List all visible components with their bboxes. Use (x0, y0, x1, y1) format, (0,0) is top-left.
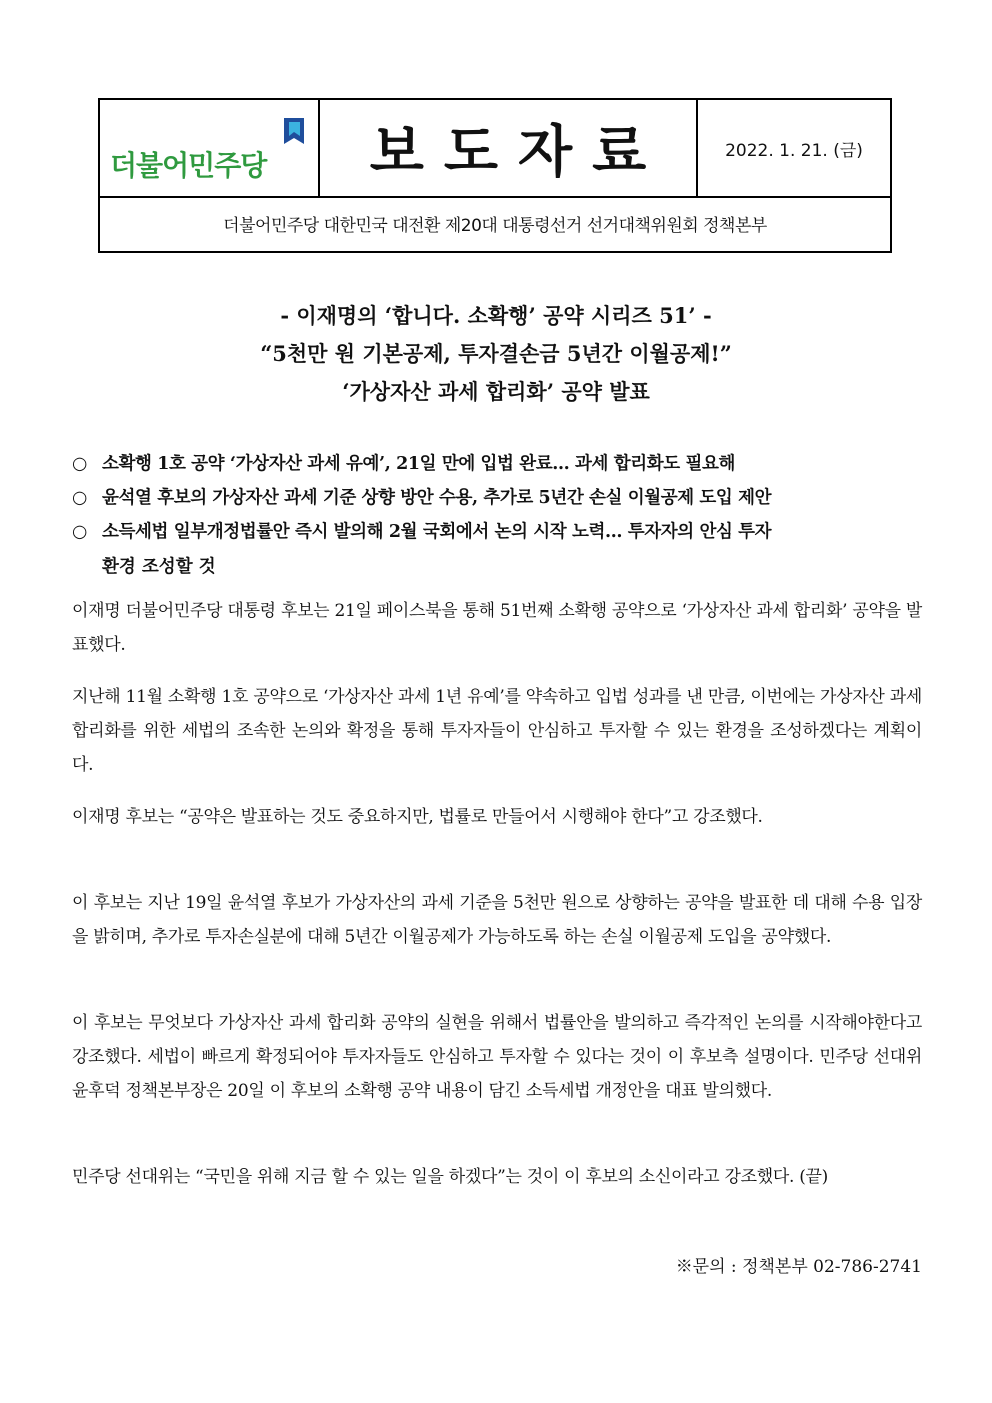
bullet-text: 소확행 1호 공약 ‘가상자산 과세 유예’, 21일 만에 입법 완료… 과세 합리화도 필요해 (102, 454, 735, 474)
party-logo-mark-icon (280, 116, 306, 148)
body-paragraph: 지난해 11월 소확행 1호 공약으로 ‘가상자산 과세 1년 유예’를 약속하고 입법 성과를 낸 만큼, 이번에는 가상자산 과세 합리화를 위한 세법의 조속한 논의와 확정을 통해 투자자들이 안심하고 투자할 수 있는 환경을 조성하겠다는 계획이다. (72, 687, 922, 775)
press-release-header (98, 98, 892, 253)
party-logo (100, 100, 320, 196)
headline-line-2: “5천만 원 기본공제, 투자결손금 5년간 이월공제!” (260, 341, 732, 366)
bullet-circle-icon: ○ (72, 522, 87, 542)
body-paragraph: 이 후보는 무엇보다 가상자산 과세 합리화 공약의 실현을 위해서 법률안을 발의하고 즉각적인 논의를 시작해야한다고 강조했다. 세법이 빠르게 확정되어야 투자자들도 안심하고 투자할 수 있다는 것이 이 후보측 설명이다. 민주당 선대위 윤후덕 정책본부장은 20일 이 후보의 소확행 공약 내용이 담긴 소득세법 개정안을 대표 발의했다. (72, 1013, 922, 1101)
bullet-text: 윤석열 후보의 가상자산 과세 기준 상향 방안 수용, 추가로 5년간 손실 이월공제 도입 제안 (102, 488, 772, 508)
summary-bullet (72, 515, 924, 549)
contact-info: ※문의 : 정책본부 02-786-2741 (675, 1257, 922, 1277)
issuer-line: 더불어민주당 대한민국 대전환 제20대 대통령선거 선거대책위원회 정책본부 (223, 216, 767, 236)
body-paragraph: 민주당 선대위는 “국민을 위해 지금 할 수 있는 일을 하겠다”는 것이 이 후보의 소신이라고 강조했다. (끝) (72, 1167, 828, 1187)
party-logo-text: 더불어민주당 (110, 149, 267, 182)
headline-line-1: - 이재명의 ‘합니다. 소확행’ 공약 시리즈 51’ - (280, 303, 712, 328)
release-date: 2022. 1. 21. (금) (725, 140, 863, 161)
summary-bullet (72, 481, 924, 515)
document-type-title: 보도자료 (369, 120, 667, 185)
bullet-circle-icon: ○ (72, 454, 87, 474)
body-paragraph: 이 후보는 지난 19일 윤석열 후보가 가상자산의 과세 기준을 5천만 원으로 상향하는 공약을 발표한 데 대해 수용 입장을 밝히며, 추가로 투자손실분에 대해 5년간 이월공제가 가능하도록 하는 손실 이월공제 도입을 공약했다. (72, 893, 922, 947)
summary-bullet (72, 447, 924, 481)
bullet-continuation: 환경 조성할 것 (102, 557, 216, 577)
bullet-circle-icon: ○ (72, 488, 87, 508)
headline-line-3: ‘가상자산 과세 합리화’ 공약 발표 (342, 379, 650, 404)
header-top-row (100, 100, 890, 198)
bullet-text: 소득세법 일부개정법률안 즉시 발의해 2월 국회에서 논의 시작 노력… 투자자의 안심 투자 (102, 522, 772, 542)
document-type-cell (320, 100, 698, 196)
body-paragraph: 이재명 더불어민주당 대통령 후보는 21일 페이스북을 통해 51번째 소확행 공약으로 ‘가상자산 과세 합리화’ 공약을 발표했다. (72, 601, 922, 655)
body-paragraph: 이재명 후보는 “공약은 발표하는 것도 중요하지만, 법률로 만들어서 시행해야 한다”고 강조했다. (72, 807, 763, 827)
